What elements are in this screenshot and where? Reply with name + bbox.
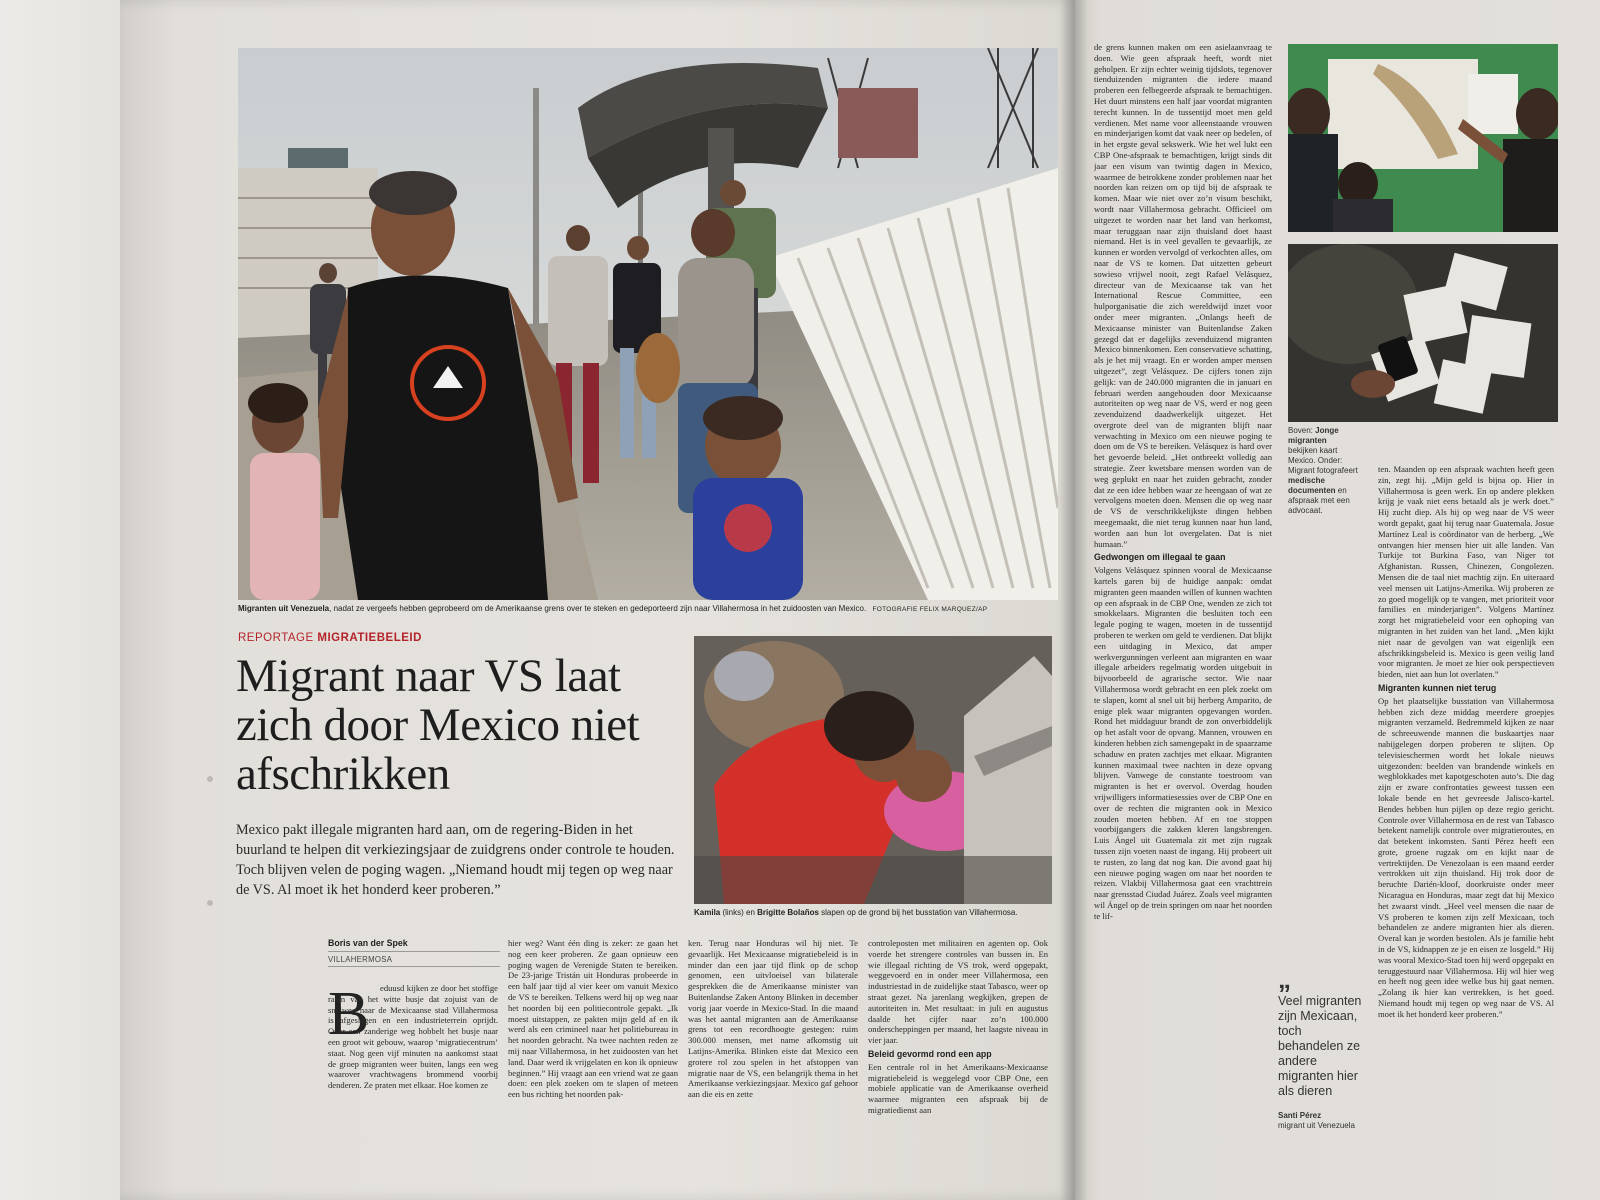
intro-paragraph: Mexico pakt illegale migranten hard aan, om de regering-Biden in het buurland te helpen dit verkiezingsjaar de zuidgrens onder controle te houden. Toch blijven velen de poging wagen. „Niemand houdt mij tegen op weg naar de VS. Al moet ik het honderd keer proberen.” [236,822,675,898]
article-column-3 [688,938,858,1140]
article-column-5 [1094,42,1272,1152]
headline: Migrant naar VS laat zich door Mexico niet afschrikken [236,650,640,800]
kicker-label: REPORTAGE [238,632,314,644]
page-gutter [1060,0,1088,1200]
subheading-app: Beleid gevormd rond een app [868,1048,992,1059]
subheading-terug: Migranten kunnen niet terug [1378,682,1497,693]
main-photo [238,48,1058,600]
rcap-bold-1: Jonge migranten [1288,426,1339,445]
rcap-prefix: Boven: [1288,426,1316,435]
binding-hole [207,900,213,906]
byline-rule [328,951,500,952]
right-top-photo [1288,44,1558,232]
caption-mid: (links) en [720,908,758,917]
col5b-text: Volgens Velásquez spinnen vooral de Mexicaanse kartels garen bij de huidige aanpak: omdat migranten geen maanden willen of kunnen wachten op een afspraak in de CBP One, wenden ze zich tot smokkelaars. Migranten die besluiten toch een legale poging te wagen, moeten in de tussentijd proberen te werken om geld te verdienen. Dat blijkt een uitdaging in Mexico, dat amper werkvergunningen verleent aan migranten en waar illegale arbeiders regelmatig worden uitgebuit in bijvoorbeeld de agrarische sector. Wie naar Villahermosa wordt gebracht en een plek zoekt om te slapen, komt al snel uit bij herberg Amparito, de enige plek waar migranten opgevangen worden. Rond het middaguur brandt de zon onverbiddelijk op het asfalt voor de opvang. Mannen, vrouwen en kinderen hebben zich samengepakt in de spaarzame schaduw en praten zachtjes met elkaar. Migranten kunnen maximaal twee nachten in deze opvang blijven. Vanwege de constante toestroom van migranten is het er overvol. Overdag houden vrijwilligers informatiesessies over de CBP One en over de rechten die migranten ook in Mexico zouden moeten hebben. Af en toe stoppen voorbijgangers die zakken kleren langsbrengen. Luis Ángel uit Guatemala zit met zijn rugzak tussen zijn voeten naast de ingang. Hij probeert uit te rusten, zo lang dat nog kan. Die avond gaat hij een nieuwe poging wagen om naar het noorden te reizen. Vlakbij Villahermosa gaat een vrachttrein naar grensstad Ciudad Juárez. Zoals veel migranten wil Ángel op de trein springen om naar het noorden te lif- [1094,565,1272,921]
pull-quote [1278,964,1364,1131]
main-photo-caption [238,604,1058,614]
section-kicker [238,632,422,644]
byline-rule [328,966,500,967]
caption-text: , nadat ze vergeefs hebben geprobeerd om de Amerikaanse grens over te steken en gedeporteerd zijn naar Villahermosa in het zuidoosten van Mexico. [329,604,867,613]
article-column-2 [508,938,678,1140]
documents-photo [1288,244,1558,422]
subheading-illegaal: Gedwongen om illegaal te gaan [1094,552,1226,563]
caption-rest: slapen op de grond bij het busstation van Villahermosa. [818,908,1018,917]
second-photo-caption [694,908,1064,918]
photo-credit: FOTOGRAFIE FELIX MARQUEZ/AP [872,606,988,613]
col6-text: ten. Maanden op een afspraak wachten heeft geen zin, zegt hij. „Mijn geld is bijna op. Hier in Villahermosa is geen werk. En op andere plekken krijg je vaak niet eens betaald als je werk doet.” Hij zucht diep. Als hij op weg naar de VS weer wordt gepakt, gaat hij terug naar Guatemala. Josue Martínez Leal is coördinator van de herberg. „We ontvangen hier mensen hier uit alle landen. Van Turkije tot Burkina Faso, van Niger tot Afghanistan. Russen, Chinezen, Congolezen. Mensen die de taal niet machtig zijn. En uiteraard veel mensen uit Latijns-Amerika. Wij proberen ze zo goed mogelijk op te vangen, met prioriteit voor families en minderjarigen”. Volgens Martínez zorgt het migratiebeleid voor een ophoping van migranten in het zuiden van het land. „Men kijkt niet naar de gevolgen van wat eigenlijk een afschrikkingsbeleid is. Mexico is geen veilig land voor migranten. Je moet ze hier ook perspectieven bieden, niet aan hun lot overlaten.” [1378,464,1554,680]
author-byline: Boris van der Spek [328,938,408,948]
sleeping-girls-photo [694,636,1052,904]
quote-attribution [1278,1111,1364,1131]
dateline-place: VILLAHERMOSA [328,955,393,964]
binding-hole [207,776,213,782]
col2-text: hier weg? Want één ding is zeker: ze gaan het nog een keer proberen. Ze gaan opnieuw een poging wagen de Verenigde Staten te bereiken. De 23-jarige Tristán uit Honduras probeerde in een half jaar tijd al vier keer om vanuit Mexico de VS te bereiken. Telkens werd hij op weg naar het noorden bij een politiecontrole gepakt. „Ik moest uitstappen, ze pakten mijn geld af en ik werd als een crimineel naar het politiebureau in het noorden gebracht. Na twee nachten reden ze mij naar Villahermosa, in het zuidoosten van het land. Daar werd ik vrijgelaten en kon ik opnieuw beginnen.” Hij vraagt aan een vriend wat ze gaan doen: een plek zoeken om te slapen of meteen een bus richting het noorden pak- [508,938,678,1100]
background-left [0,0,130,1200]
migrants-walking-photo [238,48,1058,600]
caption-name-2: Brigitte Bolaños [757,908,819,917]
col5a-text: de grens kunnen maken om een asielaanvraag te doen. Wie geen afspraak heeft, wordt niet geholpen. Er zijn echter weinig tijdslots, tegenover tienduizenden migranten die iedere maand proberen een felbegeerde afspraak te bemachtigen. Het duurt minstens een half jaar voordat migranten terecht kunnen. In de tussentijd moet men geld verdienen. Met name voor alleenstaande vrouwen en minderjarigen komt dat vaak neer op bedelen, of in het ergste geval sekswerk. Wie het wel lukt een CBP One-afspraak te bemachtigen, krijgt sinds dit jaar een visum van twintig dagen in Mexico, waarmee de betrokkene zonder problemen naar het noorden kan reizen om op tijd bij de afspraak te komen. Maar wie niet over zo’n visum beschikt, wordt naar Villahermosa gebracht. Officieel om uitgezet te worden naar het land van herkomst, maar teruggaan naar zijn thuisland doet haast niemand. Het is in veel gevallen te gevaarlijk, ze kunnen er worden vervolgd of verkochten alles, om naar de VS te komen. Dat uitzetten gebeurt sowieso vrijwel nooit, zegt Rafael Velásquez, directeur van de Mexicaanse tak van het International Rescue Committee, een hulporganisatie die zich wereldwijd inzet voor onder meer migranten. „Onlangs heeft de Mexicaanse minister van Buitenlandse Zaken gezegd dat er dagelijks zevenduizend migranten Mexico binnenkomen. Een conservatieve schatting, als je het mij vraagt. En er worden amper mensen uitgezet”, zegt Velásquez. De cijfers tonen zijn gelijk: van de 240.000 migranten die in januari en februari werden aangehouden door Mexicaanse autoriteiten op weg naar de VS, werd er nog geen zevenduizend daadwerkelijk uitgezet. Het overgrote deel van de migranten blijft naar verwachting in Mexico om een nieuwe poging te doen om de VS te bereiken. Velásquez is hard over het gevoerde beleid. „Het ontbreekt volledig aan strategie. Zeer kwetsbare mensen worden van de weg geplukt en naar het zuiden gebracht, zonder dat ze een idee hebben waar ze heengaan of wat ze vervolgens moeten doen. Mensen die op weg naar de VS de verschrikkelijkste dingen hebben meegemaakt, die niet terug kunnen naar hun land, worden aan hun lot overgelaten. Dat is niet humaan.” [1094,42,1272,549]
article-column-1 [328,980,498,1128]
kicker-topic: MIGRATIEBELEID [317,632,422,644]
caption-subject: Migranten uit Venezuela [238,604,330,613]
right-photos-caption [1288,426,1358,516]
right-bottom-photo [1288,244,1558,422]
article-column-6 [1378,464,1554,1164]
drop-cap: B [328,980,370,1048]
second-photo [694,636,1052,904]
quote-text: Veel migranten zijn Mexicaan, toch behandelen ze andere migranten hier als dieren [1278,994,1362,1098]
quote-author-desc: migrant uit Venezuela [1278,1121,1355,1130]
col6b-text: Op het plaatselijke busstation van Villahermosa hebben zich deze middag meerdere groepjes migranten verzameld. Bedremmeld kijken ze naar de schreeuwende mannen die buskaartjes naar nabijgelegen dorpen proberen te slijten. Op televisieschermen wordt het lokale nieuws uitgezonden: beelden van brandende winkels en wegblokkades met kapotgeschoten auto’s. Die dag zijn er zware confrontaties geweest tussen een lokale bende en het gevreesde Jalisco-kartel. Bendes hebben hun pijlen op deze regio gericht. Controle over Villahermosa en de rest van Tabasco betekent namelijk controle over migratieroutes, en dat betekent inkomsten. Santi Pérez heeft een grote, groene rugzak om en kijkt naar de vertrektijden. De Venezolaan is een maand eerder vertrokken uit zijn thuisland. Hij trok door de beruchte Darién-kloof, doorkruiste onder meer Nicaragua en Honduras, maar zegt dat hij Mexico het zwaarst vindt. „Heel veel mensen die naar de VS proberen te komen zijn zelf Mexicaan, toch behandelen ze andere migranten hier als dieren. Overal kan je worden bestolen. Als je familie hebt in de VS, kidnappen ze je en eisen ze losgeld.” Hij was vooral Mexico-Stad toen hij werd opgepakt en teruggestuurd naar Villahermosa. Hij wil hier weg en heeft nog geen idee welke bus hij gaat nemen. „Zolang ik hier kan vertrekken, is het goed. Niemand houdt mij tegen op weg naar de VS. Al moet ik het honderd keer proberen.” [1378,695,1554,1019]
col1-text: eduusd kijken ze door het stoffige raam van het witte busje dat zojuist van de snelweg naar de Mexicaanse stad Villahermosa is afgeslagen en een industrieterrein oprijdt. Over een zanderige weg hobbelt het busje naar een groot wit gebouw, waarop ‘migratiecentrum’ staat. Nog geen vijf minuten na aankomst staat de groep migranten weer buiten, langs een weg waarover vrachtwagens brommend voorbij denderen. Ze praten met elkaar. Hoe komen ze [328,983,498,1091]
col3-text: ken. Terug naar Honduras wil hij niet. Te gevaarlijk. Het Mexicaanse migratiebeleid is in minder dan een jaar tijd flink op de schop genomen, een uitvloeisel van bilaterale gesprekken die de Amerikaanse minister van Buitenlandse Zaken Antony Blinken in december vorig jaar voerde in Mexico-Stad. In die maand was het aantal migranten aan de Amerikaanse grens tot een recordhoogte gestegen: ruim 300.000 mensen, met name afkomstig uit Latijns-Amerika. Blinken eiste dat Mexico een grotere rol zou spelen in het afstoppen van migratie naar de VS, een belangrijk thema in het Amerikaanse verkiezingsjaar. Mexico gaf gehoor aan die eis en zette [688,938,858,1100]
rcap-mid-1: bekijken kaart Mexico. Onder: Migrant fotografeert [1288,446,1358,475]
map-viewing-photo [1288,44,1558,232]
caption-name-1: Kamila [694,908,721,917]
quote-mark-icon: „ [1278,964,1291,994]
col4-text: controleposten met militairen en agenten op. Ook voerde het strengere controles van bussen in. En wie illegaal richting de VS trok, werd opgepakt, weggevoerd en in onder meer Villahermosa, een industriestad in de zuidelijke staat Tabasco, weer op straat gezet. Na jarenlang wegkijken, grepen de autoriteiten in. Met resultaat: in juli en augustus daalde het cijfer naar zo’n 100.000 onderscheppingen per maand, het laagste niveau in vier jaar. [868,938,1048,1046]
article-column-4 [868,938,1048,1148]
quote-author: Santi Pérez [1278,1111,1322,1120]
col4b-text: Een centrale rol in het Amerikaans-Mexicaanse migratiebeleid is weggelegd voor CBP One, een mobiele applicatie van de Amerikaanse overheid waarmee migranten een afspraak bij de migratiedienst aan [868,1061,1048,1115]
rcap-bold-2: medische documenten [1288,476,1336,495]
rcap-mid-2: en afspraak met een advocaat. [1288,486,1350,515]
